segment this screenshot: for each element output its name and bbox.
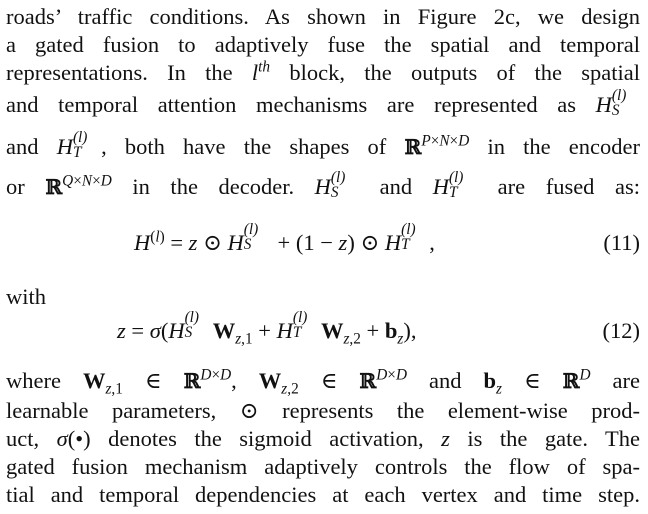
text: roads’ traffic conditions. As shown in Figure 2c, we design [6, 4, 640, 29]
text: denotes the sigmoid activation, [108, 426, 424, 451]
text-line [6, 168, 641, 202]
text: block, the outputs of the spatial [289, 60, 641, 85]
equation-number: (11) [603, 230, 640, 255]
math-R-QND: ℝ$^{Q\times N\times D}$ [45, 172, 112, 199]
math-z: z [441, 426, 450, 451]
text: , both have the shapes of [101, 134, 387, 159]
text-line [6, 86, 640, 120]
text: in the encoder [487, 134, 640, 159]
text: and temporal attention mechanisms are represented as [6, 92, 577, 117]
text: learnable parameters, [6, 398, 217, 423]
text: and [379, 174, 413, 199]
math-l-th: $l^{th}$ [251, 58, 271, 85]
math-W-z1: $W_{z,1}$ ∈ ℝ$^{D\times D}$, [82, 366, 237, 398]
text: represents the element-wise prod- [282, 398, 640, 423]
math-H-S: H (l) S [314, 168, 346, 202]
equation-11 [0, 220, 648, 262]
equation-number: (12) [602, 318, 640, 343]
text: representations. In the [6, 60, 233, 85]
text: with [6, 284, 47, 309]
text-line [6, 4, 640, 30]
text: and [6, 134, 39, 159]
text: is the gate. The [467, 426, 641, 451]
text-line [6, 426, 640, 452]
text-line [6, 482, 640, 508]
text-line [6, 60, 640, 86]
odot-symbol: ⊙ [239, 398, 259, 423]
text: uct, [6, 426, 40, 451]
text: tial and temporal dependencies at each vertex and time step. [6, 482, 640, 507]
math-sigma: σ(•) [56, 426, 91, 451]
equation-body: z = σ(H (l) S $W_{z,1} + H$ (l) T $W_{z,2} + b_z$), [117, 308, 417, 348]
text: where [6, 368, 61, 393]
math-R-PND: ℝ$^{P\times N\times D}$ [404, 132, 470, 159]
equation-body: $H^{(l)} = z$ ⊙ H (l) S + (1 − z) ⊙ H (l) T , [134, 220, 435, 255]
text: a gated fusion to adaptively fuse the spatial and temporal [6, 32, 640, 57]
text-line [6, 398, 640, 424]
text: and [429, 368, 462, 393]
text: in the decoder. [132, 174, 295, 199]
text: are [612, 368, 640, 393]
text-line [6, 284, 640, 310]
text-line [6, 454, 640, 480]
math-H-S: H (l) S [595, 86, 627, 120]
math-H-T: H (l) T [56, 128, 88, 162]
equation-12 [0, 308, 648, 350]
text: or [6, 174, 25, 199]
text-line [6, 128, 640, 162]
text: gated fusion mechanism adaptively controls the flow of spa- [6, 454, 640, 479]
math-H-T: H (l) T [432, 168, 464, 202]
text-line [6, 366, 640, 398]
text: are fused as: [497, 174, 641, 199]
text-line [6, 32, 640, 58]
math-b-z: $b_z$ ∈ ℝ$^D$ [483, 366, 591, 398]
math-W-z2: $W_{z,2}$ ∈ ℝ$^{D\times D}$ [258, 366, 407, 398]
